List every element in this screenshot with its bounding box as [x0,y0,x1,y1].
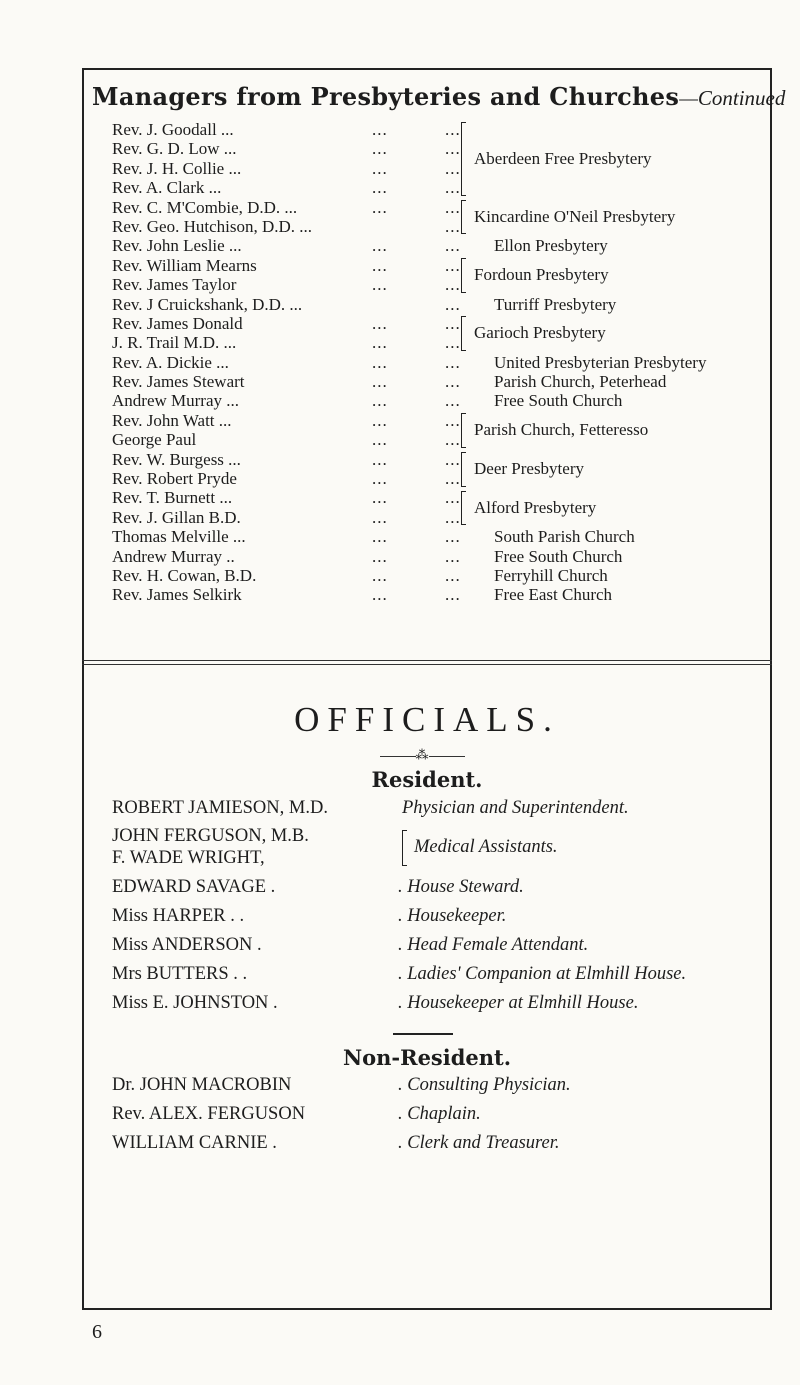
official-name: ROBERT JAMIESON, M.D. [112,798,328,818]
leader-dots: ... [445,585,461,605]
group-label: Alford Presbytery [474,498,597,517]
manager-row [112,353,762,372]
official-name: Dr. JOHN MACROBIN [112,1075,292,1095]
section-divider [82,660,772,665]
group-brace [461,491,468,526]
leader-dots: ... [372,507,388,527]
leader-dots: ... [445,197,461,217]
leader-dots: ... [445,313,461,333]
manager-row [112,527,762,546]
manager-row [112,314,762,333]
top-rule [82,68,772,70]
leader-dots: ... [372,236,388,256]
group-label: Deer Presbytery [474,459,584,479]
manager-name: J. R. Trail M.D. ... [112,333,237,353]
official-role: . Housekeeper. [398,906,507,926]
page-number: 6 [92,1321,102,1343]
manager-name: Rev. T. Burnett ... [112,488,233,508]
leader-dots: ... [372,565,388,585]
manager-name: Rev. Geo. Hutchison, D.D. ... [112,216,313,236]
leader-dots: ... [445,333,461,353]
leader-dots: ... [372,546,388,566]
manager-name: Rev. Robert Pryde [112,469,237,489]
manager-row [112,333,762,352]
manager-row [112,508,762,527]
manager-row [112,469,762,488]
manager-row [112,411,762,430]
official-name: WILLIAM CARNIE . [112,1133,277,1153]
manager-name: George Paul [112,430,197,450]
official-role: . Consulting Physician. [398,1075,571,1095]
manager-row [112,450,762,469]
leader-dots: ... [445,352,461,372]
leader-dots: ... [445,527,461,547]
managers-list [112,120,762,605]
manager-name: Rev. W. Burgess ... [112,449,241,469]
manager-row [112,430,762,449]
official-role: . Clerk and Treasurer. [398,1133,560,1153]
official-name: Rev. ALEX. FERGUSON [112,1104,306,1124]
group-brace [461,316,468,351]
manager-organisation: Free East Church [494,585,613,605]
leader-dots: ... [372,255,388,275]
group-label: Aberdeen Free Presbytery [474,148,652,168]
leader-dots: ... [445,507,461,527]
manager-row [112,120,762,139]
manager-organisation: South Parish Church [494,527,635,547]
manager-name: Rev. A. Clark ... [112,178,222,198]
leader-dots: ... [372,352,388,372]
leader-dots: ... [445,255,461,275]
manager-row [112,585,762,604]
leader-dots: ... [445,236,461,256]
bottom-rule [82,1308,772,1310]
group-brace [461,452,468,487]
official-name: EDWARD SAVAGE . [112,877,276,897]
leader-dots: ... [445,546,461,566]
leader-dots: ... [372,585,388,605]
leader-dots: ... [445,488,461,508]
manager-name: Rev. John Leslie ... [112,236,242,256]
leader-dots: ... [445,391,461,411]
medical-assistants-brace [402,830,409,866]
manager-name: Rev. William Mearns [112,255,257,275]
leader-dots: ... [372,391,388,411]
leader-dots: ... [445,158,461,178]
manager-name: Rev. J. Gillan B.D. [112,507,241,527]
leader-dots: ... [445,216,461,236]
group-label: Garioch Presbytery [474,323,606,343]
manager-organisation: Free South Church [494,546,623,566]
manager-name: Andrew Murray .. [112,546,235,566]
leader-dots: ... [372,120,388,139]
officials-title: OFFICIALS. [294,700,560,739]
manager-row [112,139,762,158]
group-brace [461,200,468,235]
official-role: . Housekeeper at Elmhill House. [398,993,639,1013]
manager-row [112,256,762,275]
manager-organisation: Ferryhill Church [494,565,608,585]
group-label: Fordoun Presbytery [474,265,609,285]
manager-row [112,547,762,566]
official-role: . Head Female Attendant. [398,935,589,955]
official-name: Miss HARPER . . [112,906,245,926]
manager-row [112,295,762,314]
leader-dots: ... [445,294,461,314]
manager-name: Rev. James Stewart [112,372,245,392]
manager-name: Thomas Melville ... [112,527,246,547]
leader-dots: ... [445,565,461,585]
group-label: Kincardine O'Neil Presbytery [474,207,676,226]
manager-row [112,488,762,507]
group-brace [461,258,468,293]
official-role: . House Steward. [398,877,524,897]
leader-dots: ... [372,469,388,489]
leader-dots: ... [445,178,461,198]
manager-row [112,178,762,197]
short-rule [393,1033,453,1035]
manager-name: Rev. J. H. Collie ... [112,158,242,178]
manager-name: Rev. C. M'Combie, D.D. ... [112,197,298,217]
manager-row [112,391,762,410]
leader-dots: ... [372,333,388,353]
group-brace [461,122,468,196]
manager-name: Rev. H. Cowan, B.D. [112,565,257,585]
official-name: Miss E. JOHNSTON . [112,993,278,1013]
manager-organisation: United Presbyterian Presbytery [494,352,707,372]
manager-organisation: Parish Church, Peterhead [494,372,667,392]
manager-organisation: Turriff Presbytery [494,294,617,314]
manager-row [112,159,762,178]
manager-name: Rev. James Selkirk [112,585,242,605]
leader-dots: ... [372,430,388,450]
leader-dots: ... [445,449,461,469]
leader-dots: ... [445,120,461,139]
manager-name: Rev. John Watt ... [112,410,232,430]
leader-dots: ... [372,178,388,198]
leader-dots: ... [445,139,461,159]
resident-heading: Resident. [371,767,483,792]
leader-dots: ... [445,372,461,392]
leader-dots: ... [372,527,388,547]
manager-name: Rev. James Donald [112,313,243,333]
leader-dots: ... [372,410,388,430]
manager-name: Rev. J Cruickshank, D.D. ... [112,294,303,314]
leader-dots: ... [445,430,461,450]
leader-dots: ... [372,449,388,469]
manager-name: Rev. J. Goodall ... [112,120,234,139]
official-name: JOHN FERGUSON, M.B. [112,826,309,846]
manager-row [112,372,762,391]
heading-main: Managers from Presbyteries and Churches [92,82,680,111]
group-brace [461,413,468,448]
official-role: Physician and Superintendent. [402,798,629,818]
leader-dots: ... [372,197,388,217]
official-role: . Ladies' Companion at Elmhill House. [398,964,687,984]
official-name: F. WADE WRIGHT, [112,848,265,868]
official-role: . Chaplain. [398,1104,481,1124]
leader-dots: ... [372,275,388,295]
manager-row [112,566,762,585]
manager-organisation: Free South Church [494,391,623,411]
leader-dots: ... [372,158,388,178]
manager-row [112,236,762,255]
manager-organisation: Ellon Presbytery [494,236,608,256]
group-label: Parish Church, Fetteresso [474,420,649,440]
leader-dots: ... [372,488,388,508]
manager-name: Rev. G. D. Low ... [112,139,237,159]
manager-name: Rev. James Taylor [112,275,237,295]
page-heading [92,82,786,112]
leader-dots: ... [372,372,388,392]
leader-dots: ... [372,139,388,159]
medical-assistants-role: Medical Assistants. [414,837,558,857]
manager-row [112,275,762,294]
leader-dots: ... [445,275,461,295]
manager-name: Rev. A. Dickie ... [112,352,229,372]
ornament-divider: ⁂ [372,747,472,763]
leader-dots: ... [372,313,388,333]
official-name: Mrs BUTTERS . . [112,964,248,984]
manager-name: Andrew Murray ... [112,391,239,411]
leader-dots: ... [445,410,461,430]
heading-continued: —Continued [679,86,786,110]
leader-dots: ... [445,469,461,489]
non-resident-heading: Non-Resident. [342,1045,512,1070]
official-name: Miss ANDERSON . [112,935,262,955]
